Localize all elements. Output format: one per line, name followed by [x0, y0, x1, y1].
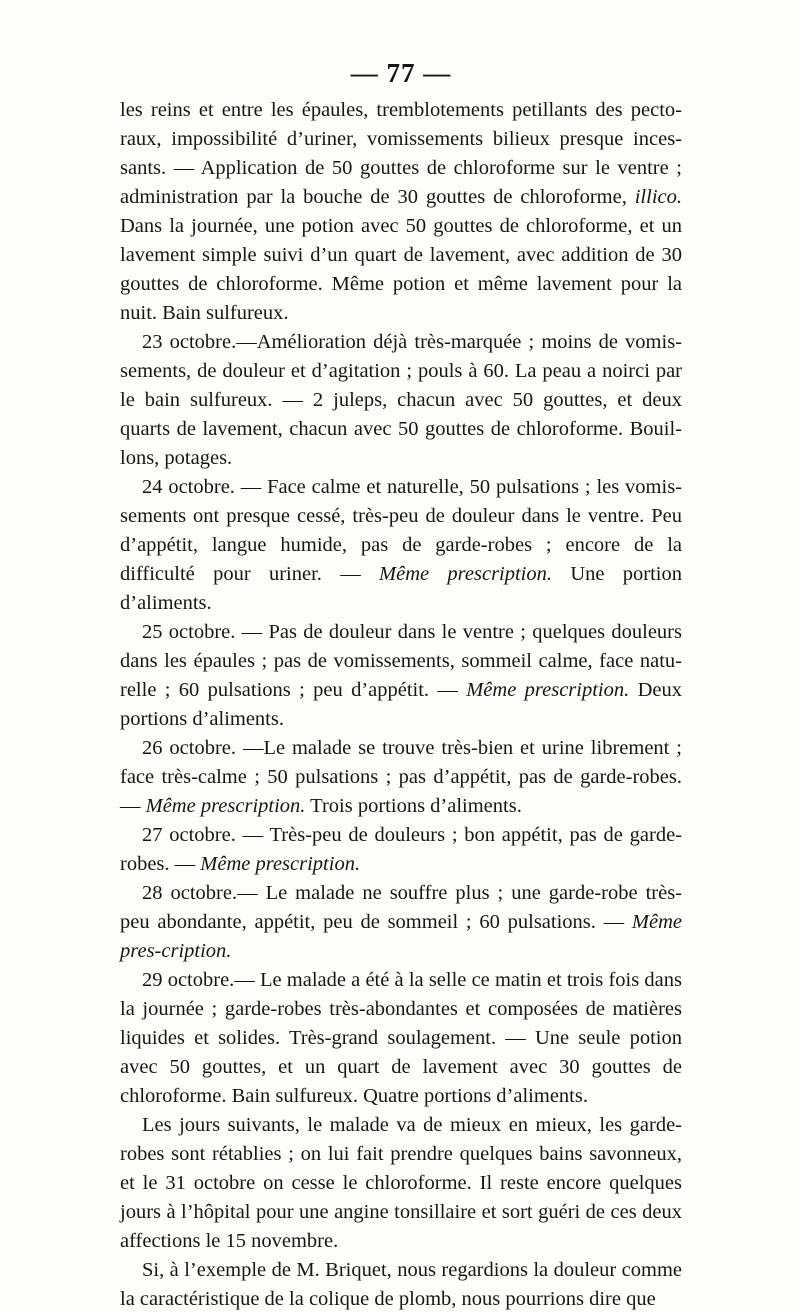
paragraph	[120, 1256, 682, 1314]
text-run: 26 octobre. —Le malade se trouve très-bien et urine librement ; face très-calme ; 50 pulsations ; pas d’appétit, pas de garde-robes. —	[120, 737, 682, 817]
text-run: Deux portions d’aliments.	[120, 679, 682, 730]
text-run: 23 octobre.—Amélioration déjà très-marquée ; moins de vomis-sements, de douleur et d’agitation ; pouls à 60. La peau a noirci par le bain sulfureux. — 2 juleps, chacun avec 50 gouttes, et deux quarts de lavement, chacun avec 50 gouttes de chloroforme. Bouil-lons, potages.	[120, 331, 682, 469]
paragraph	[120, 821, 682, 879]
italic-text-run: Même prescription.	[145, 795, 306, 817]
text-run: 28 octobre.— Le malade ne souffre plus ; une garde-robe très-peu abondante, appétit, peu de sommeil ; 60 pulsations. —	[120, 882, 682, 933]
paragraph	[120, 328, 682, 473]
page-number: — 77 —	[350, 58, 452, 88]
text-run: Dans la journée, une potion avec 50 gouttes de chloroforme, et un lavement simple suivi d’un quart de lavement, avec addition de 30 gouttes de chloroforme. Même potion et même lavement pour la nuit. Bain sulfureux.	[120, 215, 682, 324]
text-run: Les jours suivants, le malade va de mieux en mieux, les garde-robes sont rétablies ; on lui fait prendre quelques bains savonneux, et le 31 octobre on cesse le chloroforme. Il reste encore quelques jours à l’hôpital pour une angine tonsillaire et sort guéri de ces deux affections le 15 novembre.	[120, 1114, 682, 1252]
text-run: 29 octobre.— Le malade a été à la selle ce matin et trois fois dans la journée ; garde-robes très-abondantes et composées de matières liquides et solides. Très-grand soulagement. — Une seule potion avec 50 gouttes, et un quart de lavement avec 30 gouttes de chloroforme. Bain sulfureux. Quatre portions d’aliments.	[120, 969, 682, 1107]
paragraph	[120, 1111, 682, 1256]
italic-text-run: illico.	[634, 186, 682, 208]
italic-text-run: Même prescription.	[379, 563, 553, 585]
paragraph	[120, 618, 682, 734]
text-run: 27 octobre. — Très-peu de douleurs ; bon appétit, pas de garde-robes. —	[120, 824, 682, 875]
paragraph	[120, 734, 682, 821]
paragraph	[120, 879, 682, 966]
italic-text-run: Même prescription.	[200, 853, 361, 875]
text-run: Si, à l’exemple de M. Briquet, nous regardions la douleur comme la caractéristique de la colique de plomb, nous pourrions dire que	[120, 1259, 682, 1310]
text-run: Une portion d’aliments.	[120, 563, 683, 614]
paragraph	[120, 966, 682, 1111]
paragraph	[120, 96, 682, 328]
text-run: Trois portions d’aliments.	[305, 795, 522, 817]
text-run: 24 octobre. — Face calme et naturelle, 50 pulsations ; les vomis-sements ont presque cessé, très-peu de douleur dans le ventre. Peu d’appétit, langue humide, pas de garde-robes ; encore de la difficulté pour uriner. —	[120, 476, 682, 585]
italic-text-run: Même pres-cription.	[120, 911, 682, 962]
paragraph	[120, 473, 682, 618]
text-run: les reins et entre les épaules, tremblotements petillants des pecto-raux, impossibilité d’uriner, vomissements bilieux presque inces-sants. — Application de 50 gouttes de chloroforme sur le ventre ; administration par la bouche de 30 gouttes de chloroforme,	[120, 99, 682, 208]
italic-text-run: Même prescription.	[466, 679, 630, 701]
text-run: 25 octobre. — Pas de douleur dans le ventre ; quelques douleurs dans les épaules ; pas de vomissements, sommeil calme, face natu-relle ; 60 pulsations ; peu d’appétit. —	[120, 621, 682, 701]
